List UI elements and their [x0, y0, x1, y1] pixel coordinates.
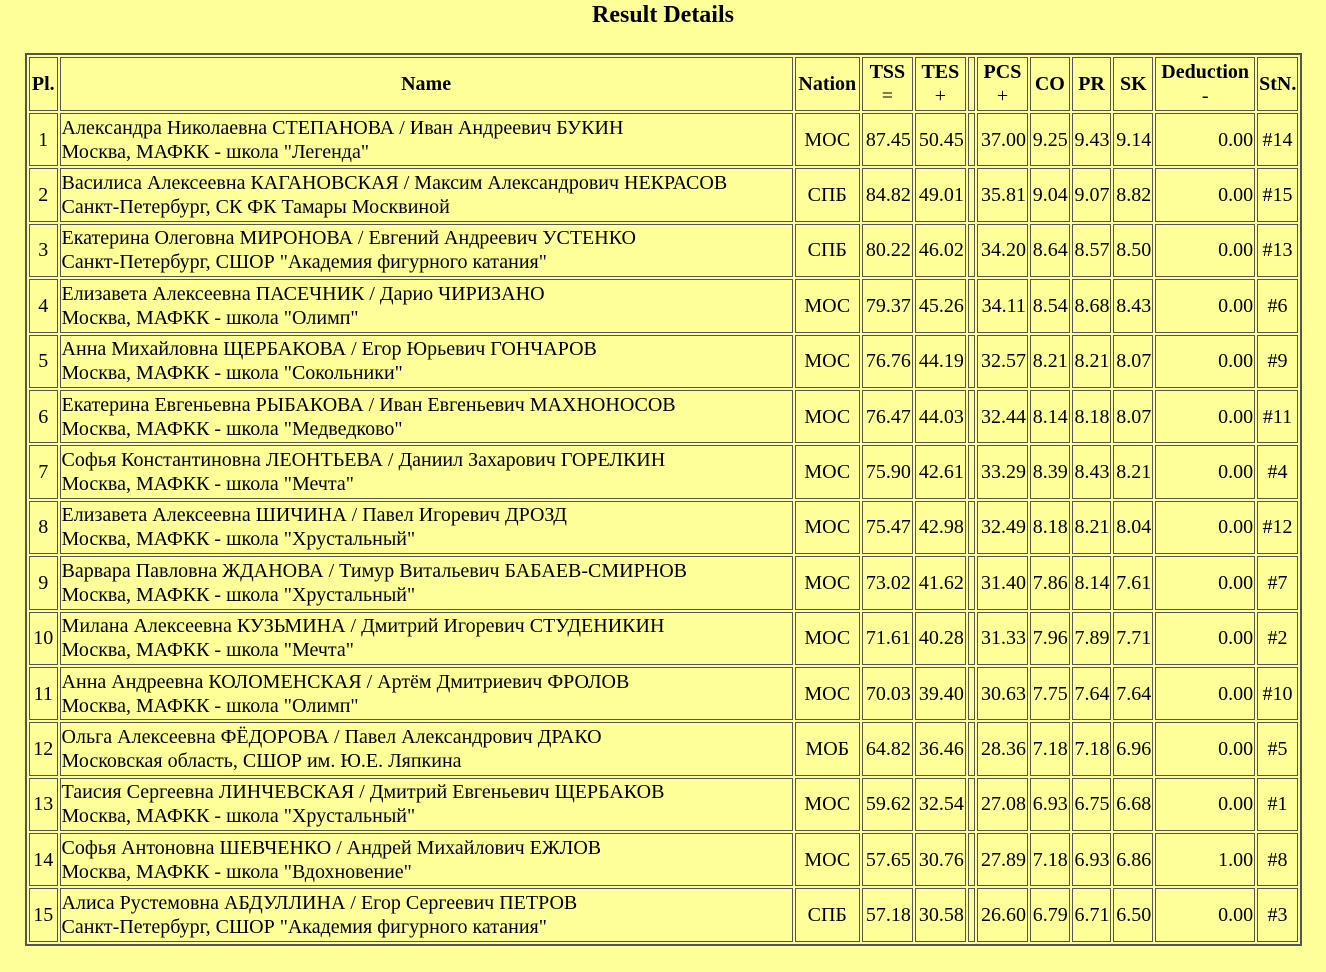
- sk-cell: 8.04: [1113, 501, 1153, 554]
- header-nation: Nation: [795, 57, 860, 111]
- skater-names: Елизавета Алексеевна ПАСЕЧНИК / Дарио ЧИРИЗАНО: [61, 282, 545, 305]
- place-cell: 12: [29, 722, 58, 775]
- pr-cell: 8.57: [1072, 224, 1112, 277]
- spacer-cell: [968, 612, 975, 665]
- deduction-cell: 0.00: [1155, 667, 1255, 720]
- tss-cell: 84.82: [862, 168, 913, 221]
- name-cell: [60, 612, 793, 665]
- tss-cell: 80.22: [862, 224, 913, 277]
- start-number-cell: #7: [1257, 556, 1298, 609]
- skater-names: Ольга Алексеевна ФЁДОРОВА / Павел Александрович ДРАКО: [61, 725, 602, 748]
- skater-names: Екатерина Евгеньевна РЫБАКОВА / Иван Евгеньевич МАХНОНОСОВ: [61, 393, 676, 416]
- start-number-cell: #11: [1257, 390, 1298, 443]
- start-number-cell: #6: [1257, 279, 1298, 332]
- tes-cell: 41.62: [915, 556, 966, 609]
- pr-cell: 6.75: [1072, 778, 1112, 831]
- sk-cell: 8.43: [1113, 279, 1153, 332]
- skater-club: Санкт-Петербург, СК ФК Тамары Москвиной: [61, 196, 450, 219]
- header-spacer: [968, 57, 975, 111]
- deduction-cell: 0.00: [1155, 390, 1255, 443]
- spacer-cell: [968, 667, 975, 720]
- skater-names: Софья Константиновна ЛЕОНТЬЕВА / Даниил Захарович ГОРЕЛКИН: [61, 449, 666, 472]
- place-cell: 4: [29, 279, 58, 332]
- co-cell: 8.39: [1030, 445, 1070, 498]
- nation-cell: МОС: [795, 667, 860, 720]
- place-cell: 6: [29, 390, 58, 443]
- start-number-cell: #10: [1257, 667, 1298, 720]
- tss-cell: 76.47: [862, 390, 913, 443]
- skater-club: Москва, МАФКК - школа "Мечта": [61, 639, 354, 662]
- header-stn: StN.: [1257, 57, 1298, 111]
- tss-cell: 64.82: [862, 722, 913, 775]
- tes-cell: 50.45: [915, 113, 966, 166]
- place-cell: 2: [29, 168, 58, 221]
- nation-cell: СПБ: [795, 168, 860, 221]
- tes-cell: 30.76: [915, 833, 966, 886]
- name-cell: [60, 168, 793, 221]
- tes-cell: 42.98: [915, 501, 966, 554]
- tss-cell: 75.47: [862, 501, 913, 554]
- nation-cell: МОС: [795, 501, 860, 554]
- deduction-cell: 0.00: [1155, 612, 1255, 665]
- start-number-cell: #1: [1257, 778, 1298, 831]
- header-name: Name: [60, 57, 793, 111]
- skater-club: Санкт-Петербург, СШОР "Академия фигурного катания": [61, 916, 547, 939]
- pr-cell: 9.43: [1072, 113, 1112, 166]
- results-body: [29, 113, 1298, 942]
- skater-names: Анна Андреевна КОЛОМЕНСКАЯ / Артём Дмитриевич ФРОЛОВ: [61, 670, 630, 693]
- start-number-cell: #12: [1257, 501, 1298, 554]
- header-tes-sign: +: [934, 85, 946, 107]
- name-cell: [60, 390, 793, 443]
- skater-names: Софья Антоновна ШЕВЧЕНКО / Андрей Михайлович ЕЖЛОВ: [61, 836, 602, 859]
- start-number-cell: #13: [1257, 224, 1298, 277]
- nation-cell: МОС: [795, 279, 860, 332]
- sk-cell: 8.50: [1113, 224, 1153, 277]
- pcs-cell: 27.08: [977, 778, 1028, 831]
- header-tes-label: TES: [921, 61, 960, 83]
- deduction-cell: 0.00: [1155, 722, 1255, 775]
- tes-cell: 46.02: [915, 224, 966, 277]
- table-row: [29, 612, 1298, 665]
- place-cell: 10: [29, 612, 58, 665]
- co-cell: 8.54: [1030, 279, 1070, 332]
- name-cell: [60, 833, 793, 886]
- page-title: Result Details: [592, 2, 734, 28]
- tss-cell: 73.02: [862, 556, 913, 609]
- pcs-cell: 31.40: [977, 556, 1028, 609]
- name-cell: [60, 722, 793, 775]
- table-row: [29, 556, 1298, 609]
- skater-names: Александра Николаевна СТЕПАНОВА / Иван Андреевич БУКИН: [61, 116, 624, 139]
- co-cell: 8.18: [1030, 501, 1070, 554]
- table-row: [29, 445, 1298, 498]
- pr-cell: 8.43: [1072, 445, 1112, 498]
- header-pr: PR: [1072, 57, 1112, 111]
- sk-cell: 8.21: [1113, 445, 1153, 498]
- tes-cell: 45.26: [915, 279, 966, 332]
- table-row: [29, 335, 1298, 388]
- spacer-cell: [968, 722, 975, 775]
- name-cell: [60, 888, 793, 942]
- name-cell: [60, 224, 793, 277]
- skater-names: Милана Алексеевна КУЗЬМИНА / Дмитрий Игоревич СТУДЕНИКИН: [61, 615, 665, 638]
- start-number-cell: #15: [1257, 168, 1298, 221]
- pr-cell: 8.68: [1072, 279, 1112, 332]
- spacer-cell: [968, 279, 975, 332]
- deduction-cell: 0.00: [1155, 168, 1255, 221]
- pr-cell: 8.21: [1072, 335, 1112, 388]
- spacer-cell: [968, 556, 975, 609]
- skater-club: Москва, МАФКК - школа "Хрустальный": [61, 583, 416, 606]
- table-row: [29, 722, 1298, 775]
- name-cell: [60, 113, 793, 166]
- sk-cell: 7.61: [1113, 556, 1153, 609]
- spacer-cell: [968, 168, 975, 221]
- header-tss-sign: =: [881, 85, 894, 107]
- skater-club: Москва, МАФКК - школа "Легенда": [61, 140, 369, 163]
- table-row: [29, 888, 1298, 942]
- skater-names: Анна Михайловна ЩЕРБАКОВА / Егор Юрьевич ГОНЧАРОВ: [61, 338, 597, 361]
- sk-cell: 6.86: [1113, 833, 1153, 886]
- place-cell: 9: [29, 556, 58, 609]
- spacer-cell: [968, 335, 975, 388]
- spacer-cell: [968, 833, 975, 886]
- pr-cell: 8.21: [1072, 501, 1112, 554]
- tss-cell: 76.76: [862, 335, 913, 388]
- skater-names: Таисия Сергеевна ЛИНЧЕВСКАЯ / Дмитрий Евгеньевич ЩЕРБАКОВ: [61, 781, 665, 804]
- co-cell: 6.79: [1030, 888, 1070, 942]
- sk-cell: 8.82: [1113, 168, 1153, 221]
- spacer-cell: [968, 113, 975, 166]
- header-row: [29, 57, 1298, 111]
- pr-cell: 7.18: [1072, 722, 1112, 775]
- spacer-cell: [968, 888, 975, 942]
- tss-cell: 87.45: [862, 113, 913, 166]
- pcs-cell: 27.89: [977, 833, 1028, 886]
- co-cell: 7.18: [1030, 722, 1070, 775]
- tes-cell: 44.03: [915, 390, 966, 443]
- deduction-cell: 0.00: [1155, 335, 1255, 388]
- header-deduction-label: Deduction: [1161, 61, 1250, 83]
- place-cell: 7: [29, 445, 58, 498]
- sk-cell: 8.07: [1113, 390, 1153, 443]
- header-tss-label: TSS: [869, 61, 906, 83]
- pr-cell: 9.07: [1072, 168, 1112, 221]
- skater-club: Москва, МАФКК - школа "Сокольники": [61, 362, 403, 385]
- pr-cell: 6.93: [1072, 833, 1112, 886]
- table-row: [29, 501, 1298, 554]
- co-cell: 7.96: [1030, 612, 1070, 665]
- name-cell: [60, 335, 793, 388]
- skater-club: Московская область, СШОР им. Ю.Е. Ляпкина: [61, 749, 462, 772]
- sk-cell: 7.64: [1113, 667, 1153, 720]
- start-number-cell: #5: [1257, 722, 1298, 775]
- co-cell: 8.64: [1030, 224, 1070, 277]
- nation-cell: СПБ: [795, 224, 860, 277]
- skater-names: Василиса Алексеевна КАГАНОВСКАЯ / Максим Александрович НЕКРАСОВ: [61, 172, 728, 195]
- nation-cell: МОС: [795, 778, 860, 831]
- header-pcs-sign: +: [996, 85, 1009, 107]
- tes-cell: 32.54: [915, 778, 966, 831]
- start-number-cell: #3: [1257, 888, 1298, 942]
- tss-cell: 57.18: [862, 888, 913, 942]
- place-cell: 13: [29, 778, 58, 831]
- nation-cell: МОС: [795, 445, 860, 498]
- table-row: [29, 833, 1298, 886]
- results-table: [25, 53, 1302, 946]
- sk-cell: 6.50: [1113, 888, 1153, 942]
- place-cell: 14: [29, 833, 58, 886]
- tss-cell: 57.65: [862, 833, 913, 886]
- tss-cell: 75.90: [862, 445, 913, 498]
- pcs-cell: 37.00: [977, 113, 1028, 166]
- skater-club: Москва, МАФКК - школа "Хрустальный": [61, 528, 416, 551]
- skater-club: Москва, МАФКК - школа "Вдохновение": [61, 860, 412, 883]
- table-row: [29, 279, 1298, 332]
- deduction-cell: 0.00: [1155, 556, 1255, 609]
- table-row: [29, 390, 1298, 443]
- skater-names: Алиса Рустемовна АБДУЛЛИНА / Егор Сергеевич ПЕТРОВ: [61, 892, 578, 915]
- co-cell: 9.04: [1030, 168, 1070, 221]
- sk-cell: 9.14: [1113, 113, 1153, 166]
- pr-cell: 8.14: [1072, 556, 1112, 609]
- name-cell: [60, 445, 793, 498]
- place-cell: 8: [29, 501, 58, 554]
- pr-cell: 8.18: [1072, 390, 1112, 443]
- pcs-cell: 34.11: [977, 279, 1028, 332]
- name-cell: [60, 501, 793, 554]
- tes-cell: 49.01: [915, 168, 966, 221]
- pr-cell: 6.71: [1072, 888, 1112, 942]
- deduction-cell: 0.00: [1155, 279, 1255, 332]
- tes-cell: 44.19: [915, 335, 966, 388]
- co-cell: 6.93: [1030, 778, 1070, 831]
- tes-cell: 39.40: [915, 667, 966, 720]
- pr-cell: 7.64: [1072, 667, 1112, 720]
- table-row: [29, 168, 1298, 221]
- tes-cell: 40.28: [915, 612, 966, 665]
- nation-cell: МОС: [795, 612, 860, 665]
- skater-names: Екатерина Олеговна МИРОНОВА / Евгений Андреевич УСТЕНКО: [61, 227, 636, 250]
- co-cell: 7.75: [1030, 667, 1070, 720]
- tes-cell: 36.46: [915, 722, 966, 775]
- name-cell: [60, 667, 793, 720]
- nation-cell: МОС: [795, 833, 860, 886]
- spacer-cell: [968, 390, 975, 443]
- header-deduction: [1155, 57, 1255, 111]
- nation-cell: МОС: [795, 335, 860, 388]
- pcs-cell: 32.57: [977, 335, 1028, 388]
- deduction-cell: 0.00: [1155, 445, 1255, 498]
- pcs-cell: 30.63: [977, 667, 1028, 720]
- tss-cell: 70.03: [862, 667, 913, 720]
- co-cell: 7.86: [1030, 556, 1070, 609]
- nation-cell: МОБ: [795, 722, 860, 775]
- pcs-cell: 32.49: [977, 501, 1028, 554]
- sk-cell: 8.07: [1113, 335, 1153, 388]
- co-cell: 7.18: [1030, 833, 1070, 886]
- pcs-cell: 35.81: [977, 168, 1028, 221]
- header-tss: [862, 57, 913, 111]
- skater-club: Москва, МАФКК - школа "Олимп": [61, 306, 359, 329]
- tss-cell: 59.62: [862, 778, 913, 831]
- start-number-cell: #8: [1257, 833, 1298, 886]
- place-cell: 3: [29, 224, 58, 277]
- tes-cell: 42.61: [915, 445, 966, 498]
- tss-cell: 79.37: [862, 279, 913, 332]
- place-cell: 11: [29, 667, 58, 720]
- sk-cell: 6.96: [1113, 722, 1153, 775]
- spacer-cell: [968, 778, 975, 831]
- nation-cell: СПБ: [795, 888, 860, 942]
- spacer-cell: [968, 501, 975, 554]
- co-cell: 9.25: [1030, 113, 1070, 166]
- pcs-cell: 26.60: [977, 888, 1028, 942]
- name-cell: [60, 556, 793, 609]
- sk-cell: 7.71: [1113, 612, 1153, 665]
- table-row: [29, 778, 1298, 831]
- pcs-cell: 33.29: [977, 445, 1028, 498]
- spacer-cell: [968, 445, 975, 498]
- name-cell: [60, 778, 793, 831]
- place-cell: 1: [29, 113, 58, 166]
- place-cell: 15: [29, 888, 58, 942]
- header-tes: [915, 57, 966, 111]
- header-sk: SK: [1113, 57, 1153, 111]
- start-number-cell: #2: [1257, 612, 1298, 665]
- skater-club: Москва, МАФКК - школа "Мечта": [61, 473, 354, 496]
- deduction-cell: 1.00: [1155, 833, 1255, 886]
- place-cell: 5: [29, 335, 58, 388]
- table-row: [29, 667, 1298, 720]
- table-row: [29, 224, 1298, 277]
- start-number-cell: #14: [1257, 113, 1298, 166]
- start-number-cell: #4: [1257, 445, 1298, 498]
- header-co: CO: [1030, 57, 1070, 111]
- nation-cell: МОС: [795, 556, 860, 609]
- header-pl: Pl.: [29, 57, 58, 111]
- pr-cell: 7.89: [1072, 612, 1112, 665]
- start-number-cell: #9: [1257, 335, 1298, 388]
- co-cell: 8.21: [1030, 335, 1070, 388]
- pcs-cell: 34.20: [977, 224, 1028, 277]
- skater-names: Елизавета Алексеевна ШИЧИНА / Павел Игоревич ДРОЗД: [61, 504, 567, 527]
- skater-club: Москва, МАФКК - школа "Хрустальный": [61, 805, 416, 828]
- skater-names: Варвара Павловна ЖДАНОВА / Тимур Витальевич БАБАЕВ-СМИРНОВ: [61, 559, 687, 582]
- nation-cell: МОС: [795, 390, 860, 443]
- deduction-cell: 0.00: [1155, 778, 1255, 831]
- header-deduction-sign: -: [1201, 85, 1209, 107]
- header-pcs-label: PCS: [983, 61, 1022, 83]
- deduction-cell: 0.00: [1155, 501, 1255, 554]
- spacer-cell: [968, 224, 975, 277]
- skater-club: Санкт-Петербург, СШОР "Академия фигурного катания": [61, 251, 547, 274]
- tss-cell: 71.61: [862, 612, 913, 665]
- table-row: [29, 113, 1298, 166]
- name-cell: [60, 279, 793, 332]
- deduction-cell: 0.00: [1155, 224, 1255, 277]
- tes-cell: 30.58: [915, 888, 966, 942]
- deduction-cell: 0.00: [1155, 888, 1255, 942]
- nation-cell: МОС: [795, 113, 860, 166]
- pcs-cell: 32.44: [977, 390, 1028, 443]
- skater-club: Москва, МАФКК - школа "Медведково": [61, 417, 403, 440]
- pcs-cell: 28.36: [977, 722, 1028, 775]
- deduction-cell: 0.00: [1155, 113, 1255, 166]
- header-pcs: [977, 57, 1028, 111]
- pcs-cell: 31.33: [977, 612, 1028, 665]
- co-cell: 8.14: [1030, 390, 1070, 443]
- skater-club: Москва, МАФКК - школа "Олимп": [61, 694, 359, 717]
- sk-cell: 6.68: [1113, 778, 1153, 831]
